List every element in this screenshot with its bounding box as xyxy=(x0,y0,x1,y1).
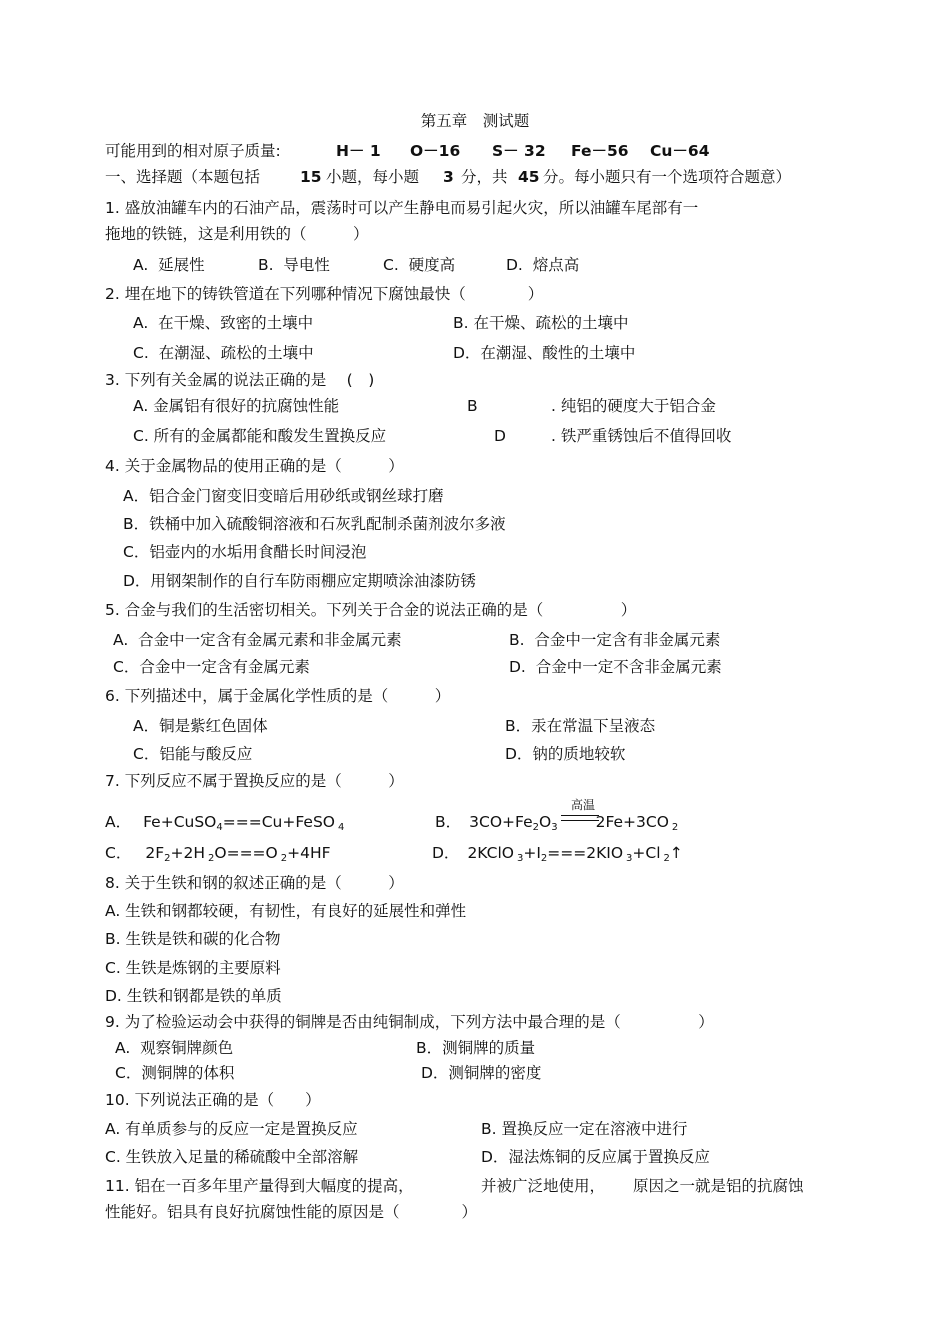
section-points: 3 xyxy=(443,168,454,186)
q6-option-d: D．钠的质地较软 xyxy=(505,745,626,763)
q3-option-b-letter: B xyxy=(467,397,478,415)
q7-option-d-label: D． xyxy=(432,844,460,862)
q11-stem-part3: 原因之一就是铝的抗腐蚀 xyxy=(633,1177,804,1195)
page-title: 第五章 测试题 xyxy=(420,112,530,130)
q2-stem: 2. 埋在地下的铸铁管道在下列哪种情况下腐蚀最快（ ） xyxy=(105,285,544,303)
section-total: 45 xyxy=(518,168,540,186)
q3-option-d-text: . 铁严重锈蚀后不值得回收 xyxy=(551,427,732,445)
q2-option-c: C. 在潮湿、疏松的土壤中 xyxy=(133,344,314,362)
q2-option-b: B. 在干燥、疏松的土壤中 xyxy=(453,314,629,332)
q4-option-a: A．铝合金门窗变旧变暗后用砂纸或钢丝球打磨 xyxy=(123,487,444,505)
q8-option-b: B. 生铁是铁和碳的化合物 xyxy=(105,930,281,948)
q5-option-d: D. 合金中一定不含非金属元素 xyxy=(509,658,722,676)
q10-option-a: A. 有单质参与的反应一定是置换反应 xyxy=(105,1120,358,1138)
q5-option-c: C．合金中一定含有金属元素 xyxy=(113,658,310,676)
q11-stem-part1: 11. 铝在一百多年里产量得到大幅度的提高， xyxy=(105,1177,414,1195)
q9-option-a: A. 观察铜牌颜色 xyxy=(115,1039,234,1057)
q3-option-b-text: . 纯铝的硬度大于铝合金 xyxy=(551,397,716,415)
q5-stem: 5. 合金与我们的生活密切相关。下列关于合金的说法正确的是（ ） xyxy=(105,601,637,619)
section-count: 15 xyxy=(300,168,322,186)
q10-stem: 10. 下列说法正确的是（ ） xyxy=(105,1091,321,1109)
q7-option-c: C． $2F_2+2H$ $_2$O===O $_2$+4HF xyxy=(105,844,331,864)
q3-option-c: C. 所有的金属都能和酸发生置换反应 xyxy=(133,427,387,445)
atomic-mass-h: H－ 1 xyxy=(336,142,381,160)
q3-stem: 3. 下列有关金属的说法正确的是 ( ) xyxy=(105,371,375,389)
atomic-mass-s: S－ 32 xyxy=(492,142,546,160)
q9-option-d: D．测铜牌的密度 xyxy=(421,1064,542,1082)
section-header-c: 小题，每小题 xyxy=(326,168,420,186)
q6-stem: 6. 下列描述中，属于金属化学性质的是（ ） xyxy=(105,687,451,705)
q1-option-c: C. 硬度高 xyxy=(383,256,456,274)
q11-stem-part2: 并被广泛地使用， xyxy=(481,1177,606,1195)
q10-option-c: C. 生铁放入足量的稀硫酸中全部溶解 xyxy=(105,1148,359,1166)
q6-option-b: B．汞在常温下呈液态 xyxy=(505,717,656,735)
q7-option-c-label: C． xyxy=(105,844,132,862)
q1-option-d: D. 熔点高 xyxy=(506,256,580,274)
q7-stem: 7. 下列反应不属于置换反应的是（ ） xyxy=(105,772,404,790)
q2-option-a: A. 在干燥、致密的土壤中 xyxy=(133,314,314,332)
q10-option-d: D．湿法炼铜的反应属于置换反应 xyxy=(481,1148,710,1166)
q3-option-a: A. 金属铝有很好的抗腐蚀性能 xyxy=(133,397,340,415)
q4-option-c: C．铝壶内的水垢用食醋长时间浸泡 xyxy=(123,543,367,561)
section-header-g: 分。每小题只有一个选项符合题意） xyxy=(543,168,792,186)
q8-option-a: A. 生铁和钢都较硬，有韧性，有良好的延展性和弹性 xyxy=(105,902,467,920)
q8-option-d: D. 生铁和钢都是铁的单质 xyxy=(105,987,282,1005)
q2-option-d: D．在潮湿、酸性的土壤中 xyxy=(453,344,636,362)
q3-option-d-letter: D xyxy=(494,427,506,445)
q10-option-b: B. 置换反应一定在溶液中进行 xyxy=(481,1120,688,1138)
q9-option-c: C．测铜牌的体积 xyxy=(115,1064,235,1082)
q4-option-d: D．用钢架制作的自行车防雨棚应定期喷涂油漆防锈 xyxy=(123,572,476,590)
q4-option-b: B．铁桶中加入硫酸铜溶液和石灰乳配制杀菌剂波尔多液 xyxy=(123,515,506,533)
q6-option-c: C．铝能与酸反应 xyxy=(133,745,253,763)
q8-stem: 8. 关于生铁和钢的叙述正确的是（ ） xyxy=(105,874,404,892)
q1-stem-line1: 1. 盛放油罐车内的石油产品，震荡时可以产生静电而易引起火灾，所以油罐车尾部有一 xyxy=(105,199,699,217)
q4-stem: 4. 关于金属物品的使用正确的是（ ） xyxy=(105,457,404,475)
q7-option-a-label: A． xyxy=(105,813,132,831)
q9-option-b: B．测铜牌的质量 xyxy=(416,1039,536,1057)
q5-option-a: A. 合金中一定含有金属元素和非金属元素 xyxy=(113,631,402,649)
q8-option-c: C. 生铁是炼钢的主要原料 xyxy=(105,959,281,977)
q7-option-b: B． $3CO+Fe_2O_3$ 2Fe+3CO $_2$ xyxy=(435,813,679,833)
atomic-mass-cu: Cu－64 xyxy=(650,142,710,160)
atomic-mass-o: O－16 xyxy=(410,142,461,160)
q1-option-a: A. 延展性 xyxy=(133,256,205,274)
q9-stem: 9. 为了检验运动会中获得的铜牌是否由纯铜制成，下列方法中最合理的是（ ） xyxy=(105,1013,714,1031)
q7-option-d: D． 2KClO $_3+I_2===2KIO$ $_3$+Cl $_2$↑ xyxy=(432,844,683,864)
atomic-mass-label: 可能用到的相对原子质量: xyxy=(105,142,281,160)
q7-option-a: A． Fe+CuSO$_4$===Cu+FeSO $_4$ xyxy=(105,813,345,833)
q11-stem-line2: 性能好。铝具有良好抗腐蚀性能的原因是（ ） xyxy=(105,1203,478,1221)
q1-stem-line2: 拖地的铁链，这是利用铁的（ ） xyxy=(105,225,369,243)
q7-option-b-label: B． xyxy=(435,813,462,831)
q5-option-b: B. 合金中一定含有非金属元素 xyxy=(509,631,721,649)
section-header-e: 分，共 xyxy=(461,168,508,186)
q7-reaction-condition: 高温 xyxy=(571,798,596,812)
q6-option-a: A．铜是紫红色固体 xyxy=(133,717,268,735)
section-header-a: 一、选择题（本题包括 xyxy=(105,168,261,186)
atomic-mass-fe: Fe－56 xyxy=(571,142,629,160)
q1-option-b: B. 导电性 xyxy=(258,256,330,274)
